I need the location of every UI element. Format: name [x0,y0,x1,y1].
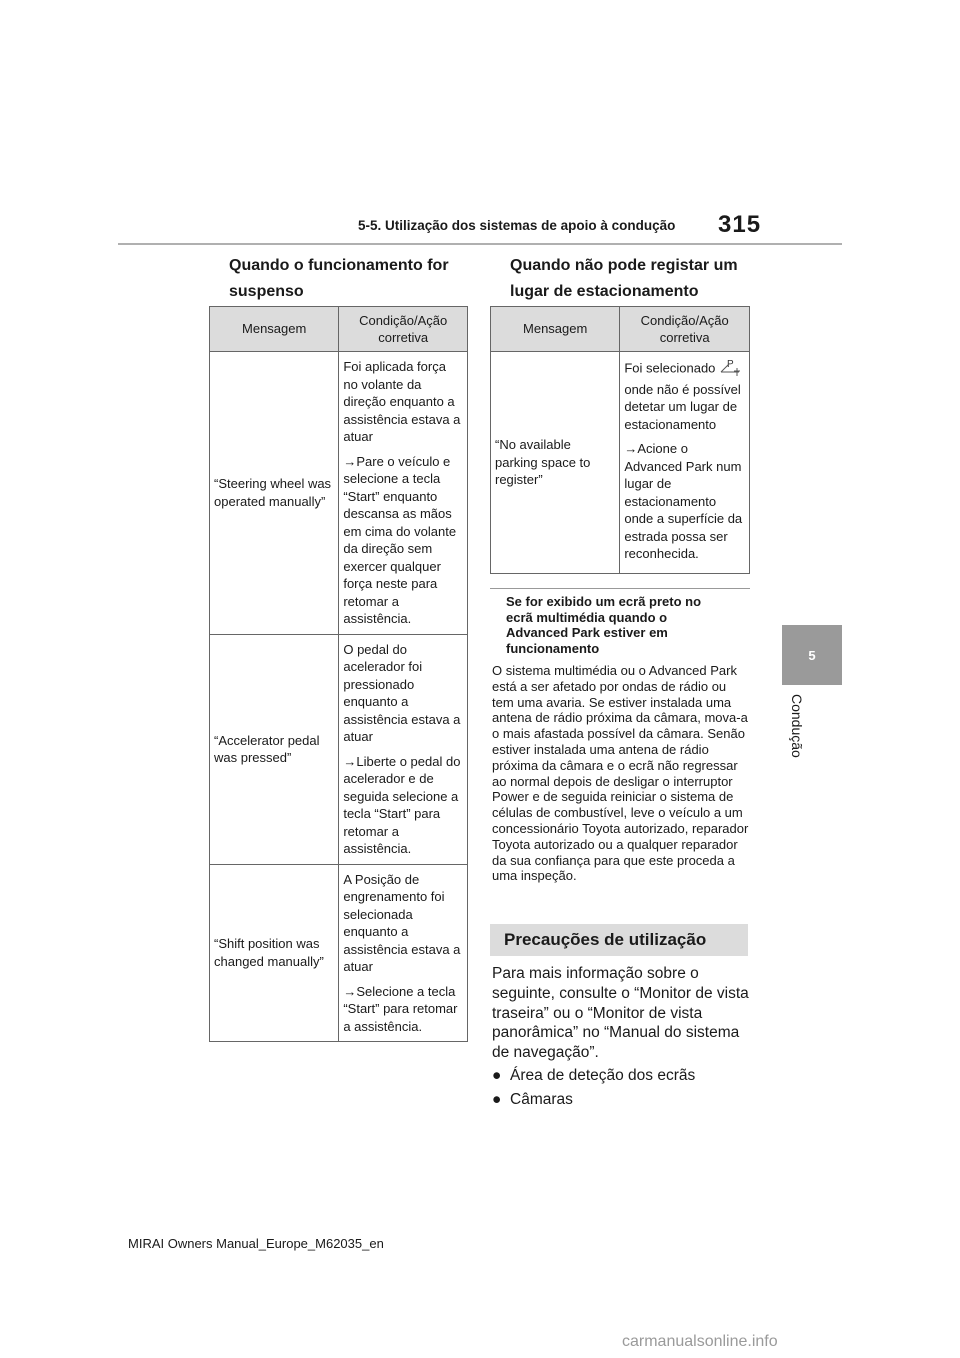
precautions-heading-box [490,924,748,956]
right-heading-line-1: Quando não pode registar um [510,257,738,274]
left-heading-line-1: Quando o funcionamento for [229,257,449,274]
column-header-message: Mensagem [210,307,339,352]
note-divider [490,588,750,589]
left-section-heading [229,253,449,305]
chapter-tab [782,625,842,685]
condition-text: O pedal do acelerador foi pressionado enquanto a assistência estava a atuar [343,641,461,744]
chapter-label-container [785,694,805,774]
precautions-heading: Precauções de utilização [504,930,707,949]
suspension-message-table [209,306,468,1042]
message-cell: “Steering wheel was operated manually” [210,352,339,635]
table-row [210,634,468,864]
bullet-dot-icon: ● [492,1091,502,1108]
chapter-number: 5 [808,647,816,663]
message-cell: “No available parking space to register” [491,352,620,574]
page-number: 315 [718,211,762,238]
table-row [210,864,468,1042]
condition-text: A Posição de engrenamento foi selecionada enquanto a assistência estava a atuar [343,871,461,974]
bullet-dot-icon: ● [492,1067,502,1084]
column-header-message: Mensagem [491,307,620,352]
table-header-row [210,307,468,352]
condition-cell [339,864,468,1042]
corrective-action-text: →Liberte o pedal do acelerador e de seguida selecione a tecla “Start” para retomar a assistência. [343,753,461,856]
bullet-text: Câmaras [510,1091,573,1108]
condition-cell [339,352,468,635]
parking-mode-icon [719,358,743,381]
precautions-text: Para mais informação sobre o seguinte, consulte o “Monitor de vista traseira” ou o “Monitor de vista panorâmica” no “Manual do sistema de navegação”. [492,965,749,1062]
condition-text-end: onde não é possível detetar um lugar de estacionamento [624,381,741,432]
section-header-title: 5-5. Utilização dos sistemas de apoio à condução [358,218,676,233]
header-divider [118,243,842,245]
table-header-row [491,307,750,352]
table-row [491,352,750,574]
svg-text:P: P [727,359,734,370]
parking-register-table [490,306,750,574]
column-header-condition: Condição/Ação corretiva [620,307,750,352]
condition-text [624,358,745,433]
right-heading-line-2: lugar de estacionamento [510,283,699,300]
chapter-label: Condução [789,694,805,758]
left-heading-line-2: suspenso [229,283,304,300]
column-header-condition: Condição/Ação corretiva [339,307,468,352]
corrective-action-text: →Pare o veículo e selecione a tecla “Start” enquanto descansa as mãos em cima do volante da direção sem exercer qualquer força neste para retomar a assistência. [343,453,457,626]
condition-text-start: Foi selecionado [624,360,716,376]
right-section-heading [510,253,738,305]
bullet-text: Área de deteção dos ecrãs [510,1067,696,1084]
watermark: carmanualsonline.info [622,1333,778,1350]
message-cell: “Accelerator pedal was pressed” [210,634,339,864]
condition-cell [620,352,750,574]
bullet-item [492,1090,573,1110]
footer-manual-id: MIRAI Owners Manual_Europe_M62035_en [128,1236,384,1251]
condition-cell [339,634,468,864]
corrective-action-text: →Selecione a tecla “Start” para retomar a assistência. [343,983,458,1034]
condition-text: Foi aplicada força no volante da direção enquanto a assistência estava a atuar [343,359,461,444]
note-body: O sistema multimédia ou o Advanced Park está a ser afetado por ondas de rádio ou tem uma avaria. Se estiver instalada uma antena de rádio próxima da câmara, mova-a o mais afastada possível da câmara. Senão estiver instalada uma antena de rádio próxima da câmara e o ecrã não regressar ao normal depois de desligar o interruptor Power e de seguida reiniciar o sistema de células de combustível, leve o veículo a um concessionário Toyota autorizado, reparador Toyota autorizado ou a qualquer reparador da sua confiança para que este proceda a uma inspeção. [492,663,749,884]
note-title: Se for exibido um ecrã preto no ecrã multimédia quando o Advanced Park estiver em funcionamento [506,594,702,656]
bullet-item [492,1066,695,1086]
message-cell: “Shift position was changed manually” [210,864,339,1042]
corrective-action-text: →Acione o Advanced Park num lugar de estacionamento onde a superfície da estrada possa ser reconhecida. [624,441,743,561]
table-row [210,352,468,635]
